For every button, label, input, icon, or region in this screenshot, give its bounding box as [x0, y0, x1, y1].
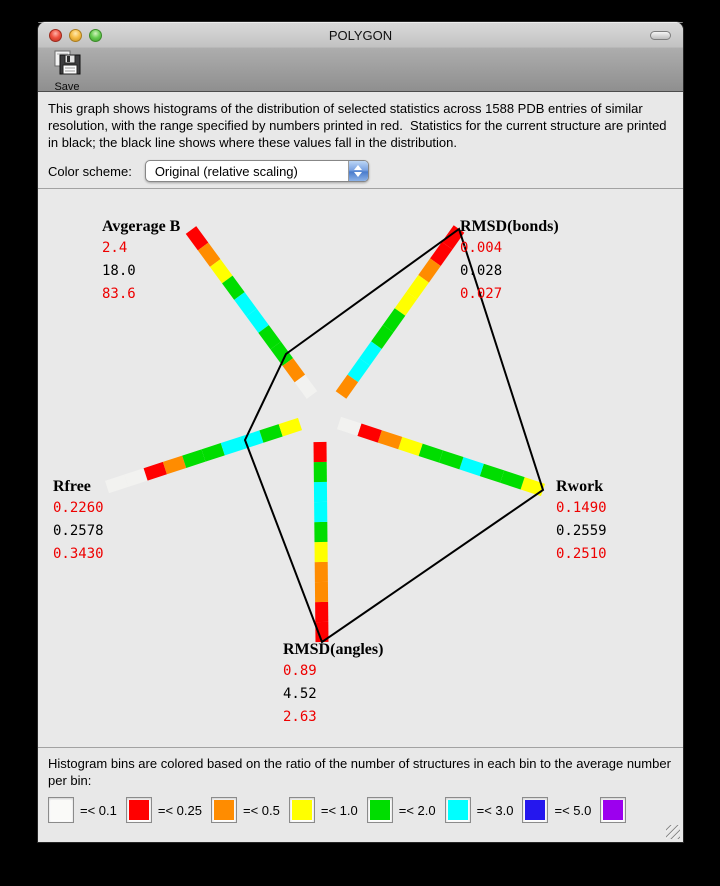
axis-current-value-rmsd_angles: 4.52 — [283, 686, 317, 702]
axis-min-value-rmsd_angles: 0.89 — [283, 663, 317, 679]
description-text: This graph shows histograms of the distribution of selected statistics across 1588 PDB entries of similar resolution, with the range specified by numbers printed in red. Statistics for the current structure are printed in black; the black line shows where these values fall in the distribution. — [48, 101, 671, 150]
legend-color-swatch — [445, 797, 471, 823]
axis-title-rwork: Rwork — [556, 478, 604, 495]
info-panel — [38, 92, 683, 189]
axis-current-value-rfree: 0.2578 — [53, 523, 104, 539]
axis-stat-block-rwork — [556, 478, 607, 565]
histogram-bin-segment-rmsd_angles — [315, 542, 328, 562]
axis-title-rmsd_bonds: RMSD(bonds) — [460, 218, 559, 235]
histogram-bin-segment-rmsd_angles — [314, 482, 327, 502]
histogram-bin-segment-rmsd_angles — [315, 562, 328, 582]
legend-color-swatch — [522, 797, 548, 823]
legend-color-fill — [292, 800, 312, 820]
legend-color-swatch — [211, 797, 237, 823]
axis-min-value-average_b: 2.4 — [102, 240, 128, 256]
histogram-bin-segment-rfree — [221, 437, 244, 456]
legend-bin-label: =< 0.1 — [80, 802, 117, 818]
histogram-bin-segment-rwork — [480, 464, 504, 483]
axis-max-value-average_b: 83.6 — [102, 286, 136, 302]
polygon-window — [38, 22, 683, 842]
histogram-bin-segment-rfree — [279, 418, 302, 437]
axis-stat-block-rmsd_angles — [283, 641, 383, 728]
color-scheme-label: Color scheme: — [48, 163, 132, 179]
histogram-bin-segment-rmsd_angles — [315, 602, 328, 622]
histogram-bin-segment-rwork — [337, 417, 361, 436]
histogram-bin-segment-rfree — [163, 456, 186, 475]
histogram-bin-segment-rwork — [419, 444, 443, 463]
axis-stat-block-rfree — [53, 478, 104, 565]
histogram-bin-segment-rwork — [357, 424, 381, 443]
axis-title-rmsd_angles: RMSD(angles) — [283, 641, 384, 658]
histogram-bin-segment-rwork — [459, 457, 483, 476]
legend-bin-label: =< 1.0 — [320, 802, 358, 818]
toolbar — [38, 48, 89, 91]
axis-max-value-rmsd_bonds: 0.027 — [460, 286, 503, 302]
histogram-bin-segment-rfree — [105, 475, 128, 494]
histogram-bin-segment-rwork — [378, 430, 402, 449]
save-button-label: Save — [54, 81, 80, 93]
resize-grip[interactable] — [666, 825, 680, 839]
histogram-bin-segment-rfree — [124, 468, 147, 487]
legend-bin-label: =< 3.0 — [476, 802, 514, 818]
legend-bins-row — [48, 797, 673, 823]
histogram-bin-segment-rfree — [240, 430, 263, 449]
color-scheme-select[interactable] — [145, 160, 369, 182]
histogram-bin-segment-rwork — [439, 450, 463, 469]
histogram-bin-segment-rmsd_angles — [314, 462, 327, 482]
save-floppy-icon — [52, 49, 82, 81]
axis-min-value-rwork: 0.1490 — [556, 500, 607, 516]
axis-max-value-rfree: 0.3430 — [53, 546, 104, 562]
histogram-bin-segment-rfree — [259, 424, 282, 443]
legend-color-swatch — [126, 797, 152, 823]
axis-max-value-rwork: 0.2510 — [556, 546, 607, 562]
histogram-bin-segment-rwork — [500, 470, 524, 489]
titlebar[interactable] — [38, 22, 683, 48]
axis-title-rfree: Rfree — [53, 478, 91, 495]
save-button[interactable] — [45, 49, 89, 91]
legend-color-swatch — [600, 797, 626, 823]
axis-min-value-rmsd_bonds: 0.004 — [460, 240, 503, 256]
color-scheme-selected-value: Original (relative scaling) — [154, 163, 298, 179]
axis-current-value-rwork: 0.2559 — [556, 523, 607, 539]
legend-color-fill — [370, 800, 390, 820]
axis-current-value-rmsd_bonds: 0.028 — [460, 263, 503, 279]
color-scheme-row — [48, 160, 673, 182]
histogram-bin-segment-rmsd_angles — [314, 442, 327, 462]
legend-panel — [38, 747, 683, 842]
histogram-bin-segment-rmsd_angles — [315, 582, 328, 602]
legend-color-fill — [603, 800, 623, 820]
legend-color-swatch — [48, 797, 74, 823]
axis-min-value-rfree: 0.2260 — [53, 500, 104, 516]
legend-bin-label: =< 0.25 — [157, 802, 202, 818]
histogram-bin-segment-rfree — [144, 462, 167, 481]
histogram-bin-segment-rfree — [201, 443, 224, 462]
legend-color-fill — [51, 800, 71, 820]
toolbar-toggle-pill[interactable] — [650, 31, 671, 40]
window-title: POLYGON — [328, 28, 393, 43]
legend-bin-label: =< 2.0 — [398, 802, 436, 818]
legend-bin-label: =< 0.5 — [242, 802, 280, 818]
histogram-bin-segment-rwork — [398, 437, 422, 456]
legend-color-fill — [214, 800, 234, 820]
axis-stat-block-average_b — [102, 218, 180, 305]
axis-title-average_b: Avgerage B — [102, 218, 181, 235]
axis-stat-block-rmsd_bonds — [460, 218, 559, 305]
histogram-bin-segment-rmsd_angles — [314, 522, 327, 542]
legend-color-fill — [129, 800, 149, 820]
legend-color-swatch — [289, 797, 315, 823]
legend-color-fill — [525, 800, 545, 820]
popup-stepper-icon — [348, 161, 368, 181]
legend-bin-label: =< 5.0 — [554, 802, 592, 818]
window-chrome — [38, 22, 683, 92]
axis-current-value-average_b: 18.0 — [102, 263, 136, 279]
legend-color-swatch — [367, 797, 393, 823]
histogram-bin-segment-rmsd_angles — [314, 502, 327, 522]
axis-max-value-rmsd_angles: 2.63 — [283, 709, 317, 725]
polygon-plot-canvas — [38, 189, 683, 747]
histogram-bin-segment-rfree — [182, 449, 205, 468]
legend-color-fill — [448, 800, 468, 820]
legend-text: Histogram bins are colored based on the ratio of the number of structures in each bin to the average number per bin: — [48, 756, 671, 788]
